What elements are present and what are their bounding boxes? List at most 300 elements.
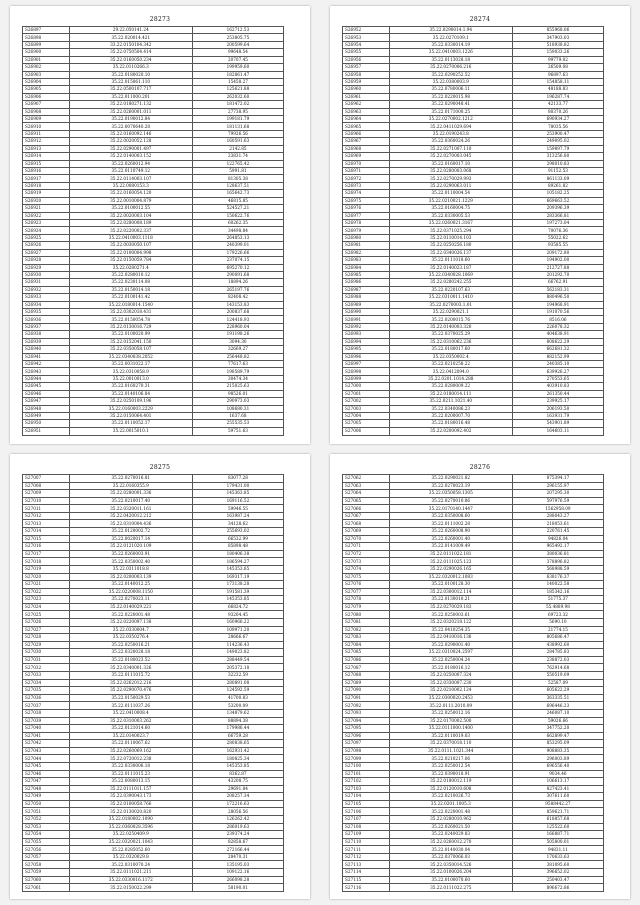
record-id-cell: S26910 — [23, 123, 70, 130]
record-id-cell: S27081 — [343, 618, 390, 626]
table-row — [343, 732, 604, 740]
amount-cell: 28470.31 — [192, 853, 283, 861]
code-cell: 35.22.0330006.18 — [69, 762, 192, 770]
record-id-cell: S27061 — [23, 884, 70, 892]
amount-cell: 28056.56 — [192, 808, 283, 816]
table-row — [343, 611, 604, 619]
record-id-cell: S27041 — [23, 732, 70, 740]
amount-cell: 205372.18 — [192, 664, 283, 672]
table-row — [343, 294, 604, 301]
amount-cell: 91152.53 — [512, 168, 603, 175]
amount-cell: 270553.65 — [512, 375, 603, 382]
code-cell: 35.22.0250016.21 — [69, 641, 192, 649]
table-row — [343, 383, 604, 390]
table-row — [343, 656, 604, 664]
table-row — [23, 649, 284, 657]
code-cell: 35.22.0080013.15 — [69, 778, 192, 786]
code-cell: 35.22.0150029.53 — [69, 694, 192, 702]
code-cell: 35.22.0320029.8 — [69, 853, 192, 861]
record-id-cell: S27010 — [23, 497, 70, 505]
record-id-cell: S26967 — [343, 138, 390, 145]
table-row — [23, 71, 284, 78]
amount-cell: 662899.47 — [512, 732, 603, 740]
code-cell: 35.22.0130010.21 — [389, 596, 512, 604]
record-id-cell: S27039 — [23, 717, 70, 725]
record-id-cell: S26999 — [343, 375, 390, 382]
record-id-cell: S26902 — [23, 64, 70, 71]
amount-cell: 18894.26 — [192, 279, 283, 286]
table-row — [23, 130, 284, 137]
code-cell: 35.22.0140012.25 — [69, 581, 192, 589]
record-id-cell: S26919 — [23, 190, 70, 197]
record-id-cell: S27059 — [23, 869, 70, 877]
amount-cell: 48188.83 — [512, 86, 603, 93]
record-id-cell: S26925 — [23, 234, 70, 241]
amount-cell: 226078.32 — [512, 323, 603, 330]
record-id-cell: S27068 — [343, 520, 390, 528]
code-cell: 35.22.0270109.1 — [389, 34, 512, 41]
code-cell: 35.22.0140003.152 — [69, 153, 192, 160]
record-id-cell: S27078 — [343, 596, 390, 604]
code-cell: 35.22.0340086.23 — [389, 405, 512, 412]
amount-cell: 239925.17 — [512, 398, 603, 405]
record-id-cell: S26928 — [23, 257, 70, 264]
amount-cell: 8362.87 — [192, 770, 283, 778]
amount-cell: 99779.02 — [512, 56, 603, 63]
record-id-cell: S27099 — [343, 755, 390, 763]
table-row — [23, 603, 284, 611]
table-row — [23, 78, 284, 85]
table-row — [23, 717, 284, 725]
code-cell: 35.22.0220001.48 — [389, 808, 512, 816]
code-cell: 35.22.0030050.107 — [69, 242, 192, 249]
record-id-cell: S26985 — [343, 271, 390, 278]
table-row — [23, 86, 284, 93]
table-row — [343, 664, 604, 672]
record-id-cell: S27043 — [23, 747, 70, 755]
amount-cell: 162931.42 — [192, 747, 283, 755]
table-row — [343, 679, 604, 687]
code-cell: 35.22.0110052.17 — [69, 420, 192, 427]
code-cell: 35.22.0080153.3 — [69, 182, 192, 189]
table-row — [343, 808, 604, 816]
record-id-cell: S27073 — [343, 558, 390, 566]
table-row — [23, 360, 284, 367]
code-cell: 35.22.0300012.114 — [389, 588, 512, 596]
amount-cell: 228960.04 — [192, 323, 283, 330]
amount-cell: 89261.82 — [512, 182, 603, 189]
table-row — [23, 323, 284, 330]
code-cell: 35.22.0271007.110 — [389, 145, 512, 152]
amount-cell: 212727.88 — [512, 264, 603, 271]
amount-cell: 15458.27 — [192, 78, 283, 85]
table-row — [343, 694, 604, 702]
table-row — [23, 884, 284, 892]
amount-cell: 261350.44 — [512, 390, 603, 397]
code-cell: 35.22.0270003.1.01 — [389, 301, 512, 308]
code-cell: 35.22.0750504.414 — [69, 49, 192, 56]
code-cell: 35.22.0130020.820 — [69, 808, 192, 816]
code-cell: 35.22.0340026.137 — [389, 249, 512, 256]
table-row — [23, 249, 284, 256]
amount-cell: 199181.79 — [192, 116, 283, 123]
record-id-cell: S26932 — [23, 286, 70, 293]
table-row — [343, 490, 604, 498]
record-id-cell: S26899 — [23, 41, 70, 48]
table-row — [23, 778, 284, 786]
record-id-cell: S27018 — [23, 558, 70, 566]
record-id-cell: S26904 — [23, 78, 70, 85]
table-row — [23, 512, 284, 520]
code-cell: 35.22.0411029.694 — [389, 123, 512, 130]
table-row — [23, 264, 284, 271]
record-id-cell: S27008 — [23, 482, 70, 490]
code-cell: 35.22.0280010.12 — [69, 271, 192, 278]
table-row — [23, 490, 284, 498]
amount-cell: 96897.63 — [512, 71, 603, 78]
table-row — [343, 884, 604, 892]
code-cell: 35.22.0111011.157 — [69, 785, 192, 793]
amount-cell: 59946.55 — [192, 505, 283, 513]
amount-cell: 88894.38 — [192, 717, 283, 725]
amount-cell: 280891.08 — [192, 679, 283, 687]
code-cell: 35.22.0220008.1150 — [69, 588, 192, 596]
record-id-cell: S27084 — [343, 641, 390, 649]
table-row — [23, 861, 284, 869]
amount-cell: 290091.68 — [192, 271, 283, 278]
table-row — [343, 672, 604, 680]
record-id-cell: S27087 — [343, 664, 390, 672]
code-cell: 35.22.0220001.48 — [69, 611, 192, 619]
table-row — [23, 331, 284, 338]
amount-cell: 29691.84 — [192, 785, 283, 793]
table-row — [23, 535, 284, 543]
table-row — [343, 717, 604, 725]
code-cell: 35.22.020014.421 — [69, 34, 192, 41]
amount-cell: 288449.54 — [192, 656, 283, 664]
code-cell: 35.22.0370066.03 — [389, 853, 512, 861]
code-cell: 35.22.0010004.879 — [69, 197, 192, 204]
amount-cell: 347903.03 — [512, 34, 603, 41]
table-row — [343, 108, 604, 115]
record-id-cell: S27074 — [343, 565, 390, 573]
table-row — [343, 747, 604, 755]
code-cell: 35.22.0500107.717 — [69, 86, 192, 93]
amount-cell: 238872.03 — [512, 656, 603, 664]
record-id-cell: S27096 — [343, 732, 390, 740]
code-cell: 35.22.0270010.86 — [389, 497, 512, 505]
amount-cell: 240399.01 — [192, 242, 283, 249]
code-cell: 35.22.0340001.326 — [69, 664, 192, 672]
code-cell: 35.22.0311018.8 — [69, 565, 192, 573]
amount-cell: 209396.39 — [512, 205, 603, 212]
record-id-cell: S27085 — [343, 649, 390, 657]
record-id-cell: S27116 — [343, 884, 390, 892]
code-cell: 35.22.0121020.109 — [69, 543, 192, 551]
code-cell: 35.22.0100128.30 — [389, 581, 512, 589]
code-cell: 35.22.0220107.63 — [389, 286, 512, 293]
table-row — [343, 78, 604, 85]
record-id-cell: S27042 — [23, 740, 70, 748]
code-cell: 29.22.050141.24 — [69, 27, 192, 34]
code-cell: 35.22.0270002.1212 — [389, 116, 512, 123]
table-row — [23, 558, 284, 566]
code-cell: 35.22.0180012.119 — [389, 778, 512, 786]
code-cell: 35.22.0410003.1226 — [389, 49, 512, 56]
table-row — [343, 249, 604, 256]
table-row — [343, 626, 604, 634]
record-id-cell: S27070 — [343, 535, 390, 543]
amount-cell: 55.4889.98 — [512, 603, 603, 611]
amount-cell: 27738.95 — [192, 108, 283, 115]
amount-cell: 162712.53 — [192, 27, 283, 34]
record-id-cell: S27091 — [343, 694, 390, 702]
code-cell: 35.22.0150022.299 — [69, 884, 192, 892]
record-id-cell: S26986 — [343, 279, 390, 286]
amount-cell: 32232.59 — [192, 672, 283, 680]
table-row — [343, 861, 604, 869]
table-row — [23, 153, 284, 160]
amount-cell: 198589.79 — [192, 368, 283, 375]
table-row — [343, 71, 604, 78]
amount-cell: 208257.34 — [192, 793, 283, 801]
table-row — [343, 535, 604, 543]
amount-cell: 125621.88 — [192, 86, 283, 93]
code-cell: 35.22.0390043.173 — [69, 793, 192, 801]
code-cell: 35.22.0270016.81 — [69, 475, 192, 483]
amount-cell: 5991.81 — [192, 168, 283, 175]
table-row — [23, 234, 284, 241]
table-row — [343, 56, 604, 63]
amount-cell: 181131.68 — [192, 123, 283, 130]
table-row — [343, 182, 604, 189]
code-cell: 35.22.0302018.431 — [69, 309, 192, 316]
record-id-cell: S26989 — [343, 301, 390, 308]
amount-cell: 99648.54 — [192, 49, 283, 56]
amount-cell: 145353.85 — [192, 762, 283, 770]
amount-cell: 380036.81 — [512, 550, 603, 558]
amount-cell: 51775.37 — [512, 596, 603, 604]
code-cell: 35.22.0360028.3596 — [69, 823, 192, 831]
amount-cell: 94826.04 — [512, 535, 603, 543]
amount-cell: 126262.42 — [192, 816, 283, 824]
amount-cell: 3094.30 — [192, 338, 283, 345]
code-cell: 35.22.0180002.1090 — [69, 816, 192, 824]
amount-cell: 206193.50 — [512, 405, 603, 412]
code-cell: 35.22.0150054.78 — [69, 316, 192, 323]
record-id-cell: S27100 — [343, 762, 390, 770]
record-id-cell: S27053 — [23, 823, 70, 831]
table-row — [343, 755, 604, 763]
code-cell: 35.22.0111037.26 — [69, 702, 192, 710]
table-row — [343, 286, 604, 293]
table-row — [343, 793, 604, 801]
record-id-cell: S26939 — [23, 338, 70, 345]
record-id-cell: S26980 — [343, 234, 390, 241]
code-cell: 35.22.0200092.402 — [389, 427, 512, 435]
table-row — [23, 869, 284, 877]
record-id-cell: S27022 — [23, 588, 70, 596]
table-row — [23, 427, 284, 435]
table-row — [343, 138, 604, 145]
record-id-cell: S27104 — [343, 793, 390, 801]
table-row — [343, 360, 604, 367]
data-table — [342, 26, 604, 436]
table-row — [343, 212, 604, 219]
record-id-cell: S27007 — [23, 475, 70, 483]
table-row — [343, 565, 604, 573]
code-cell: 35.22.0350058.107 — [69, 346, 192, 353]
amount-cell: 46815.85 — [192, 197, 283, 204]
amount-cell: 160591.63 — [192, 138, 283, 145]
amount-cell: 9588442.27 — [512, 800, 603, 808]
record-id-cell: S26970 — [343, 160, 390, 167]
table-row — [343, 309, 604, 316]
record-id-cell: S26933 — [23, 294, 70, 301]
code-cell: 35.22.0320021.1043 — [69, 838, 192, 846]
record-id-cell: S26955 — [343, 49, 390, 56]
record-id-cell: S26918 — [23, 182, 70, 189]
record-id-cell: S27079 — [343, 603, 390, 611]
table-row — [23, 573, 284, 581]
amount-cell: 209172.80 — [512, 249, 603, 256]
amount-cell: 288043.27 — [512, 512, 603, 520]
code-cell: 35.22.0160050.234 — [69, 56, 192, 63]
record-id-cell: S27106 — [343, 808, 390, 816]
amount-cell: 159033.26 — [512, 49, 603, 56]
table-row — [23, 412, 284, 419]
table-row — [23, 626, 284, 634]
amount-cell: 80370.26 — [512, 108, 603, 115]
amount-cell: 286019.63 — [192, 823, 283, 831]
amount-cell: 124418.93 — [192, 316, 283, 323]
table-row — [23, 116, 284, 123]
code-cell: 35.22.0270029.183 — [389, 603, 512, 611]
table-row — [23, 702, 284, 710]
record-id-cell: S27012 — [23, 512, 70, 520]
record-id-cell: S26935 — [23, 309, 70, 316]
amount-cell: 255693.02 — [192, 528, 283, 536]
table-row — [23, 831, 284, 839]
record-id-cell: S27005 — [343, 420, 390, 427]
record-id-cell: S26962 — [343, 101, 390, 108]
record-id-cell: S27019 — [23, 565, 70, 573]
amount-cell: 179226.66 — [192, 249, 283, 256]
record-id-cell: S26998 — [343, 368, 390, 375]
amount-cell: 696556.40 — [512, 762, 603, 770]
code-cell: 35.22.0270003.045 — [389, 153, 512, 160]
record-id-cell: S26947 — [23, 398, 70, 405]
table-row — [343, 116, 604, 123]
table-row — [23, 219, 284, 226]
record-id-cell: S26950 — [23, 420, 70, 427]
record-id-cell: S27025 — [23, 611, 70, 619]
record-id-cell: S26965 — [343, 123, 390, 130]
record-id-cell: S27076 — [343, 581, 390, 589]
table-row — [343, 520, 604, 528]
code-cell: 35.22.0010013.0 — [69, 375, 192, 382]
amount-cell: 134879.62 — [192, 709, 283, 717]
table-row — [23, 838, 284, 846]
amount-cell: 83077.28 — [192, 475, 283, 483]
code-cell: 35.22.0290026.165 — [389, 565, 512, 573]
code-cell: 35.22.0320012.1083 — [389, 573, 512, 581]
record-id-cell: S27050 — [23, 800, 70, 808]
table-row — [343, 762, 604, 770]
amount-cell: 69723.32 — [512, 611, 603, 619]
code-cell: 35.22.0140023.187 — [389, 264, 512, 271]
record-id-cell: S27109 — [343, 831, 390, 839]
code-cell: 35.22.0250256.180 — [389, 242, 512, 249]
amount-cell: 518938.82 — [512, 41, 603, 48]
table-row — [23, 168, 284, 175]
table-row — [343, 316, 604, 323]
code-cell: 35.22.0121014.60 — [69, 725, 192, 733]
code-cell: 35.22.0152041.150 — [69, 338, 192, 345]
record-id-cell: S27112 — [343, 853, 390, 861]
code-cell: 35.22.0113028.18 — [389, 56, 512, 63]
table-row — [343, 634, 604, 642]
code-cell: 35.22.0350276.4 — [69, 634, 192, 642]
record-id-cell: S27028 — [23, 634, 70, 642]
amount-cell: 150622.76 — [192, 212, 283, 219]
table-row — [343, 41, 604, 48]
code-cell: 35.22.0150014.18 — [69, 286, 192, 293]
table-row — [343, 323, 604, 330]
amount-cell: 618857.68 — [512, 816, 603, 824]
table-row — [23, 846, 284, 854]
amount-cell: 855968.06 — [512, 27, 603, 34]
record-id-cell: S26944 — [23, 375, 70, 382]
record-id-cell: S27092 — [343, 702, 390, 710]
code-cell: 35.22.0110019.03 — [389, 732, 512, 740]
amount-cell: 197273.04 — [512, 219, 603, 226]
record-id-cell: S26897 — [23, 27, 70, 34]
table-row — [23, 800, 284, 808]
code-cell: 35.22.0260069.162 — [69, 747, 192, 755]
record-id-cell: S26954 — [343, 41, 390, 48]
amount-cell: 43208.75 — [192, 778, 283, 786]
amount-cell: 179986.44 — [192, 725, 283, 733]
table-row — [343, 168, 604, 175]
record-id-cell: S27086 — [343, 656, 390, 664]
code-cell: 35.22.0280009.22 — [389, 383, 512, 390]
amount-cell: 298010.83 — [512, 160, 603, 167]
amount-cell: 882152.99 — [512, 353, 603, 360]
amount-cell: 283366.81 — [512, 212, 603, 219]
document-page — [330, 454, 630, 899]
code-cell: 35.22.0031022.17 — [69, 360, 192, 367]
table-row — [23, 543, 284, 551]
amount-cell: 124592.59 — [192, 687, 283, 695]
record-id-cell: S26984 — [343, 264, 390, 271]
record-id-cell: S27052 — [23, 816, 70, 824]
amount-cell: 185342.16 — [512, 588, 603, 596]
record-id-cell: S26961 — [343, 93, 390, 100]
code-cell: 35.22.0220097.138 — [69, 618, 192, 626]
record-id-cell: S26993 — [343, 331, 390, 338]
code-cell: 35.22.0150064.401 — [69, 412, 192, 419]
code-cell: 35.22.0100058.766 — [69, 800, 192, 808]
amount-cell: 200837.68 — [192, 309, 283, 316]
table-row — [23, 505, 284, 513]
record-id-cell: S27006 — [343, 427, 390, 435]
table-row — [343, 649, 604, 657]
table-row — [343, 475, 604, 483]
table-row — [23, 145, 284, 152]
code-cell: 35.22.0720012.238 — [69, 755, 192, 763]
amount-cell: 85898.48 — [192, 543, 283, 551]
